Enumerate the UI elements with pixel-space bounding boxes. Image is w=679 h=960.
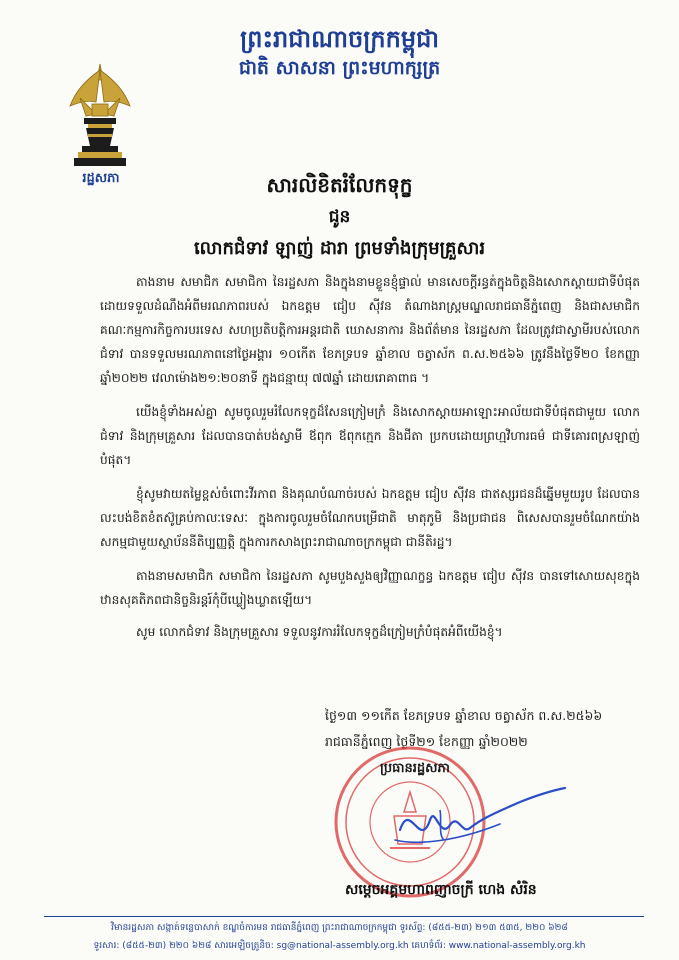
letter-body xyxy=(100,270,640,654)
date-solar: រាជធានីភ្នំពេញ ថ្ងៃទី២១ ខែកញ្ញា ឆ្នាំ២០២២ xyxy=(325,734,528,749)
document-title: សារលិខិតរំលែកទុក្ខ xyxy=(266,173,413,197)
paragraph-closing: សូម លោកជំទាវ និងក្រុមគ្រួសារ ទទួលនូវការរំលែកទុក្ខដ៏ក្រៀមក្រំបំផុតអំពីយើងខ្ញុំ។ xyxy=(136,625,503,639)
document-recipient: លោកជំទាវ ឡាញ់ ដារា ព្រមទាំងក្រុមគ្រួសារ xyxy=(193,238,486,259)
document-addressed-to: ជូន xyxy=(328,207,351,227)
paragraph-prayer: តាងនាមសមាជិក សមាជិកា នៃរដ្ឋសភា សូមបួងសួងឲ្យវិញ្ញាណក្ខន្ធ ឯកឧត្តម ជៀប ស៊ីវន បានទៅសោយសុខក្នុងឋានសុគតិភពជានិច្ចនិរន្តរ៍កុំបីឃ្លៀងឃ្លាតឡើយ។ xyxy=(100,569,640,607)
signer-title: ប្រធានរដ្ឋសភា xyxy=(380,761,450,776)
institution-label: រដ្ឋសភា xyxy=(82,171,120,186)
header-kingdom: ព្រះរាជាណាចក្រកម្ពុជា xyxy=(240,24,439,53)
footer-divider xyxy=(44,916,644,917)
paragraph-condolence: យើងខ្ញុំទាំងអស់គ្នា សូមចូលរួមរំលែកទុក្ខដ៏សែនក្រៀមក្រំ និងសោកស្តាយអាឡោះអាល័យជាទីបំផុតជាមួយ លោកជំទាវ និងក្រុមគ្រួសារ ដែលបានបាត់បង់ស្វាមី ឪពុក ឪពុកក្មេក និងជីតា ប្រកបដោយព្រហ្មវិហារធម៌ ជាទីគោរពស្រឡាញ់បំផុត។ xyxy=(100,405,640,467)
handwritten-signature-icon xyxy=(380,780,570,860)
paragraph-tribute: ខ្ញុំសូមវាយតម្លៃខ្ពស់ចំពោះវីរភាព និងគុណបំណាច់របស់ ឯកឧត្តម ជៀប ស៊ីវន ជាឥស្សរជនដ៏ឆ្នើមមួយរូប ដែលបានលះបង់ខិតខំតស៊ូគ្រប់កាលៈទេសៈ ក្នុងការចូលរួមចំណែកបម្រើជាតិ មាតុភូមិ និងប្រជាជន ពិសេសបានរួមចំណែកយ៉ាងសកម្មជាមួយស្ថាប័ននីតិប្បញ្ញត្តិ ក្នុងការកសាងព្រះរាជាណាចក្រកម្ពុជា ជានីតិរដ្ឋ។ xyxy=(100,487,640,549)
signer-name: សម្តេចអគ្គមហាពញាចក្រី ហេង សំរិន xyxy=(345,882,537,898)
paragraph-announcement: តាងនាម សមាជិក សមាជិកា នៃរដ្ឋសភា និងក្នុងនាមខ្លួនខ្ញុំផ្ទាល់ មានសេចក្តីរន្ធត់ក្នុងចិត្តនិងសោកស្តាយជាទីបំផុតដោយទទួលដំណឹងអំពីមរណភាពរបស់ ឯកឧត្តម ជៀប ស៊ីវន តំណាងរាស្ត្រមណ្ឌលរាជធានីភ្នំពេញ និងជាសមាជិកគណៈកម្មការកិច្ចការបរទេស សហប្រតិបត្តិការអន្តរជាតិ ឃោសនាការ និងព័ត៌មាន នៃរដ្ឋសភា ដែលត្រូវជាស្វាមីរបស់លោកជំទាវ បានទទួលមរណភាពនៅថ្ងៃអង្គារ ១០កើត ខែភទ្របទ ឆ្នាំខាល ចត្វាស័ក ព.ស.២៥៦៦ ត្រូវនឹងថ្ងៃទី២០ ខែកញ្ញា ឆ្នាំ២០២២ វេលាម៉ោង២១:២០នាទី ក្នុងជន្មាយុ ៧៧ឆ្នាំ ដោយរោគាពាធ ។ xyxy=(100,275,640,385)
footer-contact: ទូរសារ: (៨៥៥-២៣) ២២០ ៦២៨ សារអេឡិចត្រូនិច: sg@national-assembly.org.kh គេហទំព័រ: www.national-assembly.org.kh xyxy=(93,941,586,951)
date-lunar: ថ្ងៃ១៣ ១១កើត ខែភទ្របទ ឆ្នាំខាល ចត្វាស័ក ព.ស.២៥៦៦ xyxy=(325,708,603,723)
national-assembly-emblem-icon xyxy=(66,62,134,168)
header-motto: ជាតិ សាសនា ព្រះមហាក្សត្រ xyxy=(238,57,441,79)
footer-address: វិមានរដ្ឋសភា សង្កាត់ទន្លេបាសាក់ ខណ្ឌចំការមន រាជធានីភ្នំពេញ ព្រះរាជាណាចក្រកម្ពុជា ទូរស័ព្ទ: (៨៥៥-២៣) ២១៣ ៥៣៥, ២២០ ៦២៨ xyxy=(111,923,568,933)
